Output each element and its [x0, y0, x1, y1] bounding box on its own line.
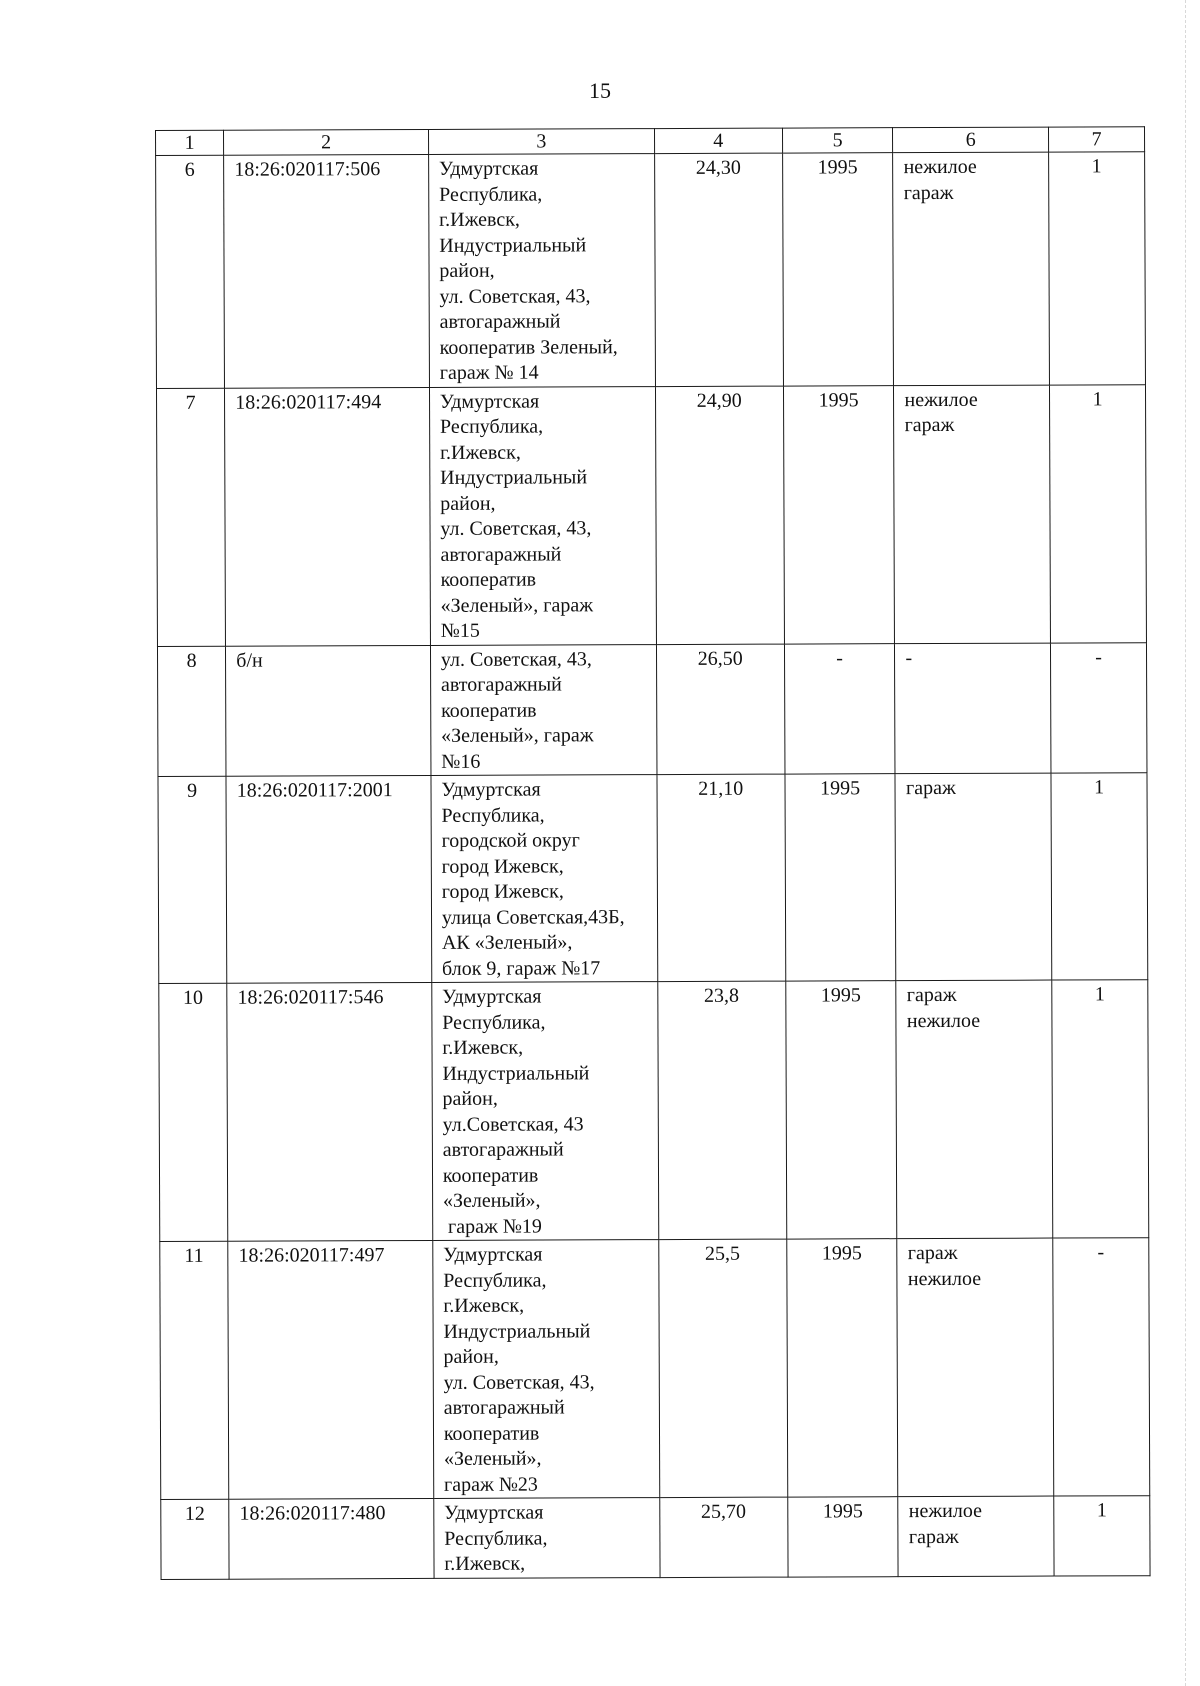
address-line: автогаражный [442, 1138, 564, 1161]
column-number: 2 [224, 129, 429, 155]
address-line: «Зеленый», [442, 1189, 541, 1212]
object-type-cell [895, 643, 1051, 774]
address-line: Удмуртская [441, 778, 541, 801]
address-cell [429, 386, 656, 645]
address-cell [431, 775, 658, 983]
object-type-line: нежилое [906, 1009, 981, 1032]
count-value: 1 [1050, 384, 1147, 642]
address-line: Республика, [439, 415, 544, 438]
address-line: г.Ижевск, [443, 1294, 525, 1317]
address-line: автогаражный [439, 310, 561, 333]
address-line: Удмуртская [444, 1501, 544, 1524]
column-number: 5 [782, 128, 893, 153]
address-line: ул. Советская, 43, [443, 1370, 595, 1394]
address-line: район, [442, 1087, 498, 1110]
address-line: городской округ [441, 829, 580, 852]
area-value: 21,10 [657, 774, 786, 981]
count-value: 1 [1051, 773, 1148, 980]
address-line: ул. Советская, 43, [440, 647, 592, 671]
object-type-cell [896, 980, 1053, 1239]
address-cell [433, 1240, 660, 1499]
address-line: №16 [441, 750, 481, 773]
address-line: Индустриальный [442, 1061, 590, 1085]
address-line: «Зеленый», гараж [440, 593, 594, 617]
column-number: 6 [893, 127, 1049, 153]
address-line: Удмуртская [439, 390, 540, 413]
object-type-line: нежилое [907, 1267, 982, 1290]
address-line: кооператив [441, 699, 537, 722]
object-type-line: - [905, 646, 913, 669]
scan-edge-mark [1185, 0, 1186, 1686]
area-value: 24,90 [655, 386, 784, 644]
address-cell [434, 1498, 660, 1579]
address-cell [432, 982, 659, 1241]
cadastral-number: 18:26:020117:506 [224, 154, 430, 387]
cadastral-number: 18:26:020117:546 [227, 982, 433, 1241]
table-row [157, 642, 1146, 776]
year-value: 1995 [785, 774, 897, 981]
object-type-cell [895, 773, 1051, 981]
year-value: 1995 [783, 385, 895, 643]
registry-table-wrapper [155, 126, 1151, 1580]
address-line: г.Ижевск, [440, 441, 521, 464]
column-number-row [156, 127, 1145, 156]
column-number: 4 [654, 128, 782, 153]
address-line: автогаражный [440, 542, 562, 566]
address-line: ул.Советская, 43 [442, 1112, 584, 1136]
address-cell [430, 644, 656, 775]
table-row [161, 1496, 1150, 1580]
address-line: «Зеленый», гараж [441, 724, 594, 747]
column-number: 7 [1049, 127, 1145, 152]
object-type-line: гараж [903, 181, 954, 204]
address-line: г.Ижевск, [439, 208, 520, 231]
row-number: 12 [161, 1499, 230, 1579]
table-row [156, 152, 1146, 388]
address-line: «Зеленый», [443, 1447, 542, 1470]
address-line: Удмуртская [443, 1243, 543, 1266]
address-line: кооператив [442, 1164, 539, 1187]
count-value: 1 [1052, 980, 1149, 1238]
address-line: Республика, [444, 1527, 548, 1550]
address-line: Индустриальный [443, 1319, 591, 1343]
address-line: АК «Зеленый», [441, 931, 573, 954]
address-line: Республика, [442, 1011, 546, 1034]
object-type-cell [893, 152, 1049, 385]
cadastral-number: 18:26:020117:2001 [226, 775, 431, 983]
address-line: ул. Советская, 43, [439, 284, 591, 308]
object-type-cell [897, 1238, 1054, 1497]
area-value: 25,5 [658, 1239, 787, 1497]
address-line: Индустриальный [439, 233, 587, 257]
column-number: 1 [156, 130, 224, 155]
object-type-line: гараж [907, 1241, 958, 1265]
row-number: 8 [157, 646, 226, 777]
address-line: район, [443, 1345, 499, 1368]
year-value: 1995 [782, 153, 894, 386]
cadastral-number: б/н [226, 645, 431, 776]
count-value: 1 [1054, 1496, 1150, 1576]
count-value: - [1053, 1238, 1150, 1496]
area-value: 23,8 [658, 981, 787, 1239]
year-value: 1995 [786, 1239, 898, 1497]
address-line: г.Ижевск, [442, 1036, 524, 1059]
object-type-cell [898, 1496, 1054, 1577]
row-number: 9 [158, 776, 227, 983]
table-row [156, 384, 1146, 646]
address-line: район, [440, 492, 496, 515]
object-type-line: нежилое [904, 388, 978, 411]
object-type-line: нежилое [908, 1499, 982, 1523]
table-row [160, 1238, 1150, 1500]
address-line: район, [439, 259, 495, 282]
column-number: 3 [428, 129, 654, 155]
address-line: блок 9, гараж №17 [441, 956, 601, 980]
row-number: 10 [159, 983, 228, 1241]
address-line: г.Ижевск, [444, 1552, 526, 1575]
object-type-cell [894, 385, 1051, 644]
address-line: Удмуртская [438, 157, 539, 180]
object-type-line: гараж [906, 983, 957, 1007]
address-line: город Ижевск, [441, 854, 564, 878]
year-value: 1995 [787, 1497, 898, 1577]
address-line: автогаражный [440, 673, 562, 696]
address-cell [428, 154, 655, 387]
address-line: кооператив Зеленый, [439, 335, 618, 359]
year-value: - [784, 643, 895, 774]
area-value: 25,70 [659, 1497, 787, 1577]
address-line: гараж №23 [443, 1473, 538, 1496]
cadastral-number: 18:26:020117:497 [228, 1240, 434, 1499]
object-type-line: гараж [908, 1525, 959, 1548]
table-row [158, 773, 1148, 984]
object-type-line: гараж [905, 776, 956, 800]
row-number: 11 [160, 1241, 229, 1499]
address-line: ул. Советская, 43, [440, 517, 592, 540]
registry-table [155, 126, 1151, 1580]
address-line: кооператив [440, 568, 537, 591]
address-line: кооператив [443, 1422, 540, 1445]
address-line: гараж № 14 [439, 361, 539, 384]
count-value: - [1051, 642, 1147, 773]
address-line: улица Советская,43Б, [441, 905, 625, 929]
address-line: Республика, [439, 183, 543, 206]
cadastral-number: 18:26:020117:480 [229, 1498, 434, 1579]
object-type-line: гараж [904, 413, 955, 437]
page-number: 15 [589, 78, 611, 103]
address-line: Республика, [443, 1269, 547, 1292]
area-value: 24,30 [654, 153, 783, 386]
object-type-line: нежилое [903, 155, 977, 179]
address-line: №15 [440, 619, 480, 642]
cadastral-number: 18:26:020117:494 [225, 387, 431, 646]
count-value: 1 [1049, 152, 1146, 385]
address-line: автогаражный [443, 1396, 565, 1419]
area-value: 26,50 [656, 644, 784, 775]
address-line: город Ижевск, [441, 880, 564, 903]
row-number: 7 [156, 388, 225, 646]
year-value: 1995 [785, 981, 897, 1239]
address-line: Индустриальный [440, 466, 588, 489]
table-row [159, 980, 1149, 1242]
row-number: 6 [156, 155, 225, 388]
address-line: Удмуртская [442, 985, 542, 1008]
address-line: гараж №19 [442, 1215, 542, 1238]
address-line: Республика, [441, 804, 545, 827]
